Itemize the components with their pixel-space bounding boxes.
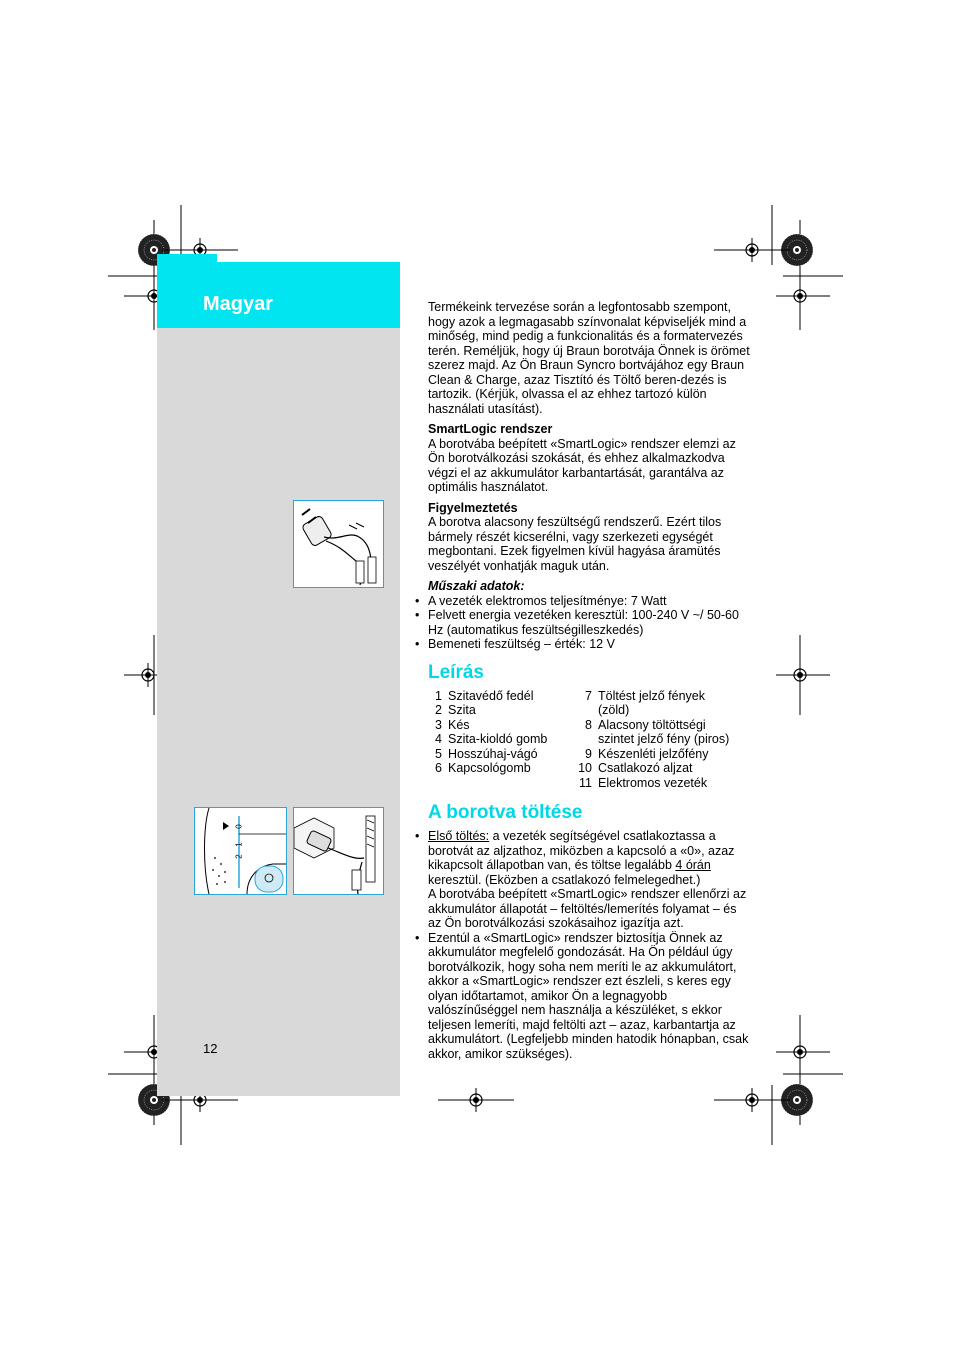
specs-heading: Műszaki adatok: (428, 579, 525, 593)
switch-label-1: 1 (234, 842, 244, 847)
intro-paragraph: Termékeink tervezése során a legfontosabb szempont, hogy azok a legmagasabb színvonalat képviseljék mind a minőség, mind pedig a funkcionalitás és a formatervezés terén. Reméljük, hogy új Braun borotvája Önnek is örömet szerez majd. Az Ön Braun Syncro bortvájához egy Braun Clean & Charge, azaz Tisztító és Töltő beren-dezés is tartozik. (Kérjük, olvassa el az ehhez tartozó külön használati utasítást). (428, 300, 750, 416)
list-item: 2 Szita (435, 703, 476, 717)
list-item: 4 Szita-kioldó gomb (435, 732, 548, 746)
switch-illustration (195, 808, 286, 894)
parts-list (428, 689, 750, 791)
warning-heading: Figyelmeztetés (428, 500, 518, 515)
list-item: • Első töltés: a vezeték segítségével csatlakoztassa a borotvát az aljzathoz, miközben a kapcsoló a «0», azaz kikapcsolt állapotban van, és töltse legalább 4 órán keresztül. (Eközben a csatlakozó felmelegedhet.) A borotvába beépített «SmartLogic» rendszer ellenőrzi az akkumulátor állapotát – feltöltés/lemerítés folyamat – és az Ön borotválkozási szokásaihoz igazítja azt. (428, 829, 750, 931)
list-item: 6 Kapcsológomb (435, 761, 531, 775)
language-header (157, 262, 400, 328)
specs-list (428, 594, 750, 652)
plug-illustration (294, 501, 383, 587)
list-item: szintet jelző fény (piros) (598, 732, 730, 746)
list-item: • Felvett energia vezetéken keresztül: 100-240 V ~/ 50-60 Hz (automatikus feszültségilleszkedés) (428, 608, 750, 637)
list-item: 9 Készenléti jelzőfény (585, 746, 709, 761)
list-item: 10 Csatlakozó aljzat (578, 761, 693, 775)
figure-shaver-switch (194, 807, 287, 895)
main-content (428, 300, 750, 1061)
switch-label-0: 0 (234, 824, 244, 829)
list-item: 8 Alacsony töltöttségi (585, 717, 706, 732)
smartlogic-heading: SmartLogic rendszer (428, 422, 553, 436)
charging-heading: A borotva töltése (428, 802, 583, 823)
list-item: 1 Szitavédő fedél (435, 688, 534, 703)
list-item: • A vezeték elektromos teljesítménye: 7 Watt (428, 594, 750, 609)
figure-plug-cable (293, 500, 384, 588)
switch-label-2: 2 (234, 854, 244, 859)
page-number: 12 (203, 1041, 218, 1056)
list-item: • Bemeneti feszültség – érték: 12 V (428, 637, 750, 652)
smartlogic-text: A borotvába beépített «SmartLogic» rendszer elemzi az Ön borotválkozási szokását, és ehhez alkalmazkodva végzi el az akkumulátor karbantartását, garantálva az optimális használatot. (428, 436, 736, 494)
language-title: Magyar (203, 293, 274, 315)
charging-illustration (294, 808, 383, 894)
charging-list (428, 829, 750, 1061)
warning-text: A borotva alacsony feszültségű rendszerű. Ezért tilos bármely részét kicserélni, vagy szerkezeti egységét megbontani. Ezek figyelmen kívül hagyása áramütés veszélyét vonhatják maguk után. (428, 515, 722, 573)
list-item: 3 Kés (435, 717, 470, 732)
list-item: 7 Töltést jelző fények (zöld) (585, 688, 705, 717)
list-item: 11 Elektromos vezeték (579, 775, 708, 790)
parts-right (572, 689, 732, 791)
description-heading: Leírás (428, 661, 484, 683)
sidebar-panel (157, 262, 400, 1096)
list-item: • Ezentúl a «SmartLogic» rendszer biztosítja Önnek az akkumulátor megfelelő gondozását. Ha Ön például úgy borotválkozik, hogy soha nem meríti le az akkumulátort, akkor a «SmartLogic» rendszer ezt észleli, s keres egy olyan időtartamot, amikor Ön a legnagyobb valószínűséggel nem használja a készüléket, s ekkor teljesen lemeríti, majd feltölti azt – azaz, karbantartja az akkumulátort. (Legfeljebb minden hatodik hónapban, csak akkor, amikor szükséges). (428, 931, 750, 1062)
list-item: 5 Hosszúhaj-vágó (435, 746, 538, 761)
parts-left (428, 689, 588, 791)
figure-shaver-charging (293, 807, 384, 895)
